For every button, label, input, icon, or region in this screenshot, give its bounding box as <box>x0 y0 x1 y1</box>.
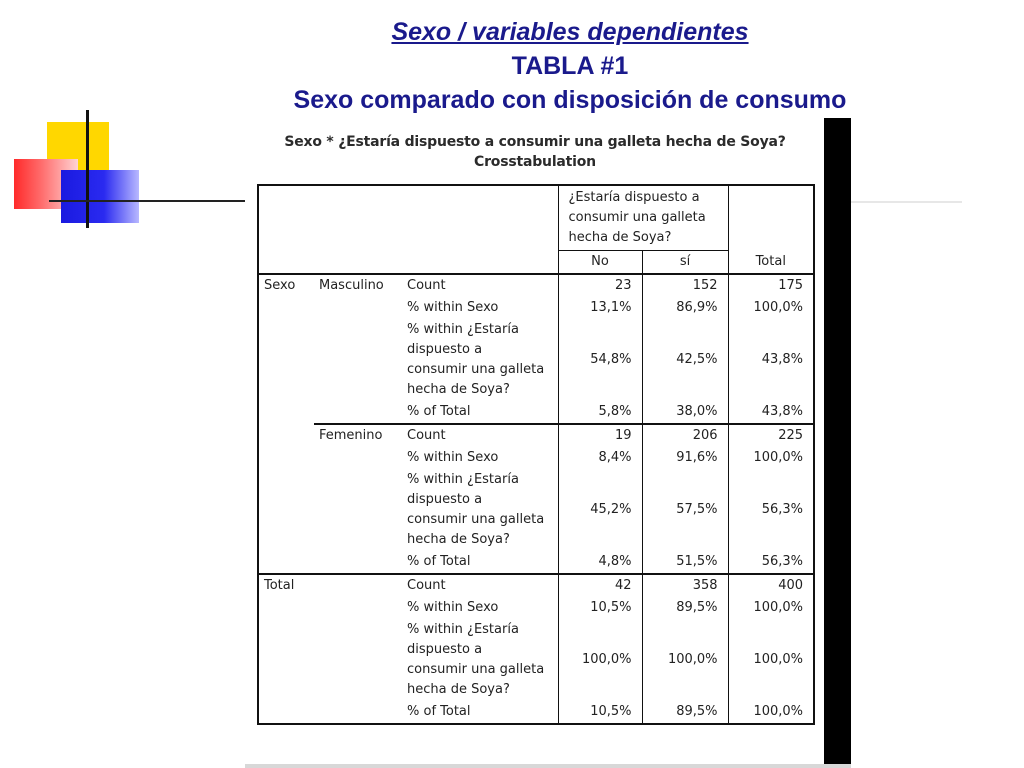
cell-si: 100,0% <box>642 619 728 701</box>
cell-total: 43,8% <box>728 401 814 424</box>
column-group-header <box>558 185 728 251</box>
cell-si: 89,5% <box>642 701 728 724</box>
crosstab-image <box>245 118 825 768</box>
stat-label: % within Sexo <box>407 600 499 615</box>
slide-subtitle: Sexo comparado con disposición de consumo <box>293 86 847 114</box>
cell-total: 225 <box>728 424 814 447</box>
cell-total: 100,0% <box>728 297 814 319</box>
scan-bottom-edge <box>245 764 851 768</box>
column-group-header-line: ¿Estaría dispuesto a <box>568 190 700 205</box>
cell-si: 38,0% <box>642 401 728 424</box>
cell-no: 8,4% <box>558 447 642 469</box>
cell-total: 100,0% <box>728 619 814 701</box>
cell-no: 13,1% <box>558 297 642 319</box>
stat-label: % within Sexo <box>407 450 499 465</box>
column-group-header-line: consumir una galleta <box>568 210 706 225</box>
cell-total: 400 <box>728 574 814 597</box>
crosstab-title-line: Crosstabulation <box>474 154 596 170</box>
decorative-blue-square <box>61 170 139 223</box>
stat-label: Count <box>407 278 446 293</box>
cell-no: 4,8% <box>558 551 642 574</box>
stat-label: % within Sexo <box>407 300 499 315</box>
cell-si: 152 <box>642 274 728 297</box>
cell-total: 100,0% <box>728 701 814 724</box>
col-header-no: No <box>558 251 642 275</box>
stat-label-multiline: % within ¿Estaría dispuesto a consumir una galleta hecha de Soya? <box>407 322 545 397</box>
crosstab-table <box>257 184 815 725</box>
group-label-femenino: Femenino <box>314 424 402 447</box>
stat-label: % of Total <box>407 404 471 419</box>
cell-total: 56,3% <box>728 551 814 574</box>
cell-total: 100,0% <box>728 597 814 619</box>
header-blank <box>728 185 814 251</box>
slide-subtitle-table-number: TABLA #1 <box>511 52 629 80</box>
crosstab-title <box>245 132 825 172</box>
stat-label: Count <box>402 424 558 447</box>
cell-no: 54,8% <box>558 319 642 401</box>
decorative-horizontal-line <box>49 200 245 202</box>
col-header-total: Total <box>728 251 814 275</box>
scan-right-black-bar <box>824 118 851 768</box>
slide-title: Sexo / variables dependientes <box>391 18 749 46</box>
decorative-horizontal-line-right <box>850 201 962 203</box>
cell-no: 42 <box>558 574 642 597</box>
cell-total: 43,8% <box>728 319 814 401</box>
cell-total: 175 <box>728 274 814 297</box>
cell-si: 358 <box>642 574 728 597</box>
stat-label-multiline: % within ¿Estaría dispuesto a consumir una galleta hecha de Soya? <box>407 472 545 547</box>
stat-label: Count <box>407 578 446 593</box>
stat-label: % of Total <box>407 704 471 719</box>
cell-no: 10,5% <box>558 701 642 724</box>
cell-total: 100,0% <box>728 447 814 469</box>
slide-title-block <box>180 15 960 117</box>
stat-label-multiline: % within ¿Estaría dispuesto a consumir una galleta hecha de Soya? <box>407 622 545 697</box>
stat-label: % of Total <box>407 554 471 569</box>
cell-no: 10,5% <box>558 597 642 619</box>
cell-si: 86,9% <box>642 297 728 319</box>
cell-no: 19 <box>558 424 642 447</box>
row-var-label: Sexo <box>258 274 314 297</box>
decorative-vertical-line <box>86 110 89 228</box>
col-header-si: sí <box>642 251 728 275</box>
cell-si: 42,5% <box>642 319 728 401</box>
cell-si: 91,6% <box>642 447 728 469</box>
cell-si: 57,5% <box>642 469 728 551</box>
cell-si: 51,5% <box>642 551 728 574</box>
crosstab-title-line: Sexo * ¿Estaría dispuesto a consumir una galleta hecha de Soya? <box>284 134 786 150</box>
cell-no: 5,8% <box>558 401 642 424</box>
group-label-masculino: Masculino <box>319 278 384 293</box>
cell-no: 100,0% <box>558 619 642 701</box>
cell-si: 206 <box>642 424 728 447</box>
total-row-label: Total <box>258 574 314 597</box>
cell-si: 89,5% <box>642 597 728 619</box>
cell-total: 56,3% <box>728 469 814 551</box>
column-group-header-line: hecha de Soya? <box>568 230 672 245</box>
header-corner <box>258 185 558 274</box>
cell-no: 45,2% <box>558 469 642 551</box>
cell-no: 23 <box>558 274 642 297</box>
